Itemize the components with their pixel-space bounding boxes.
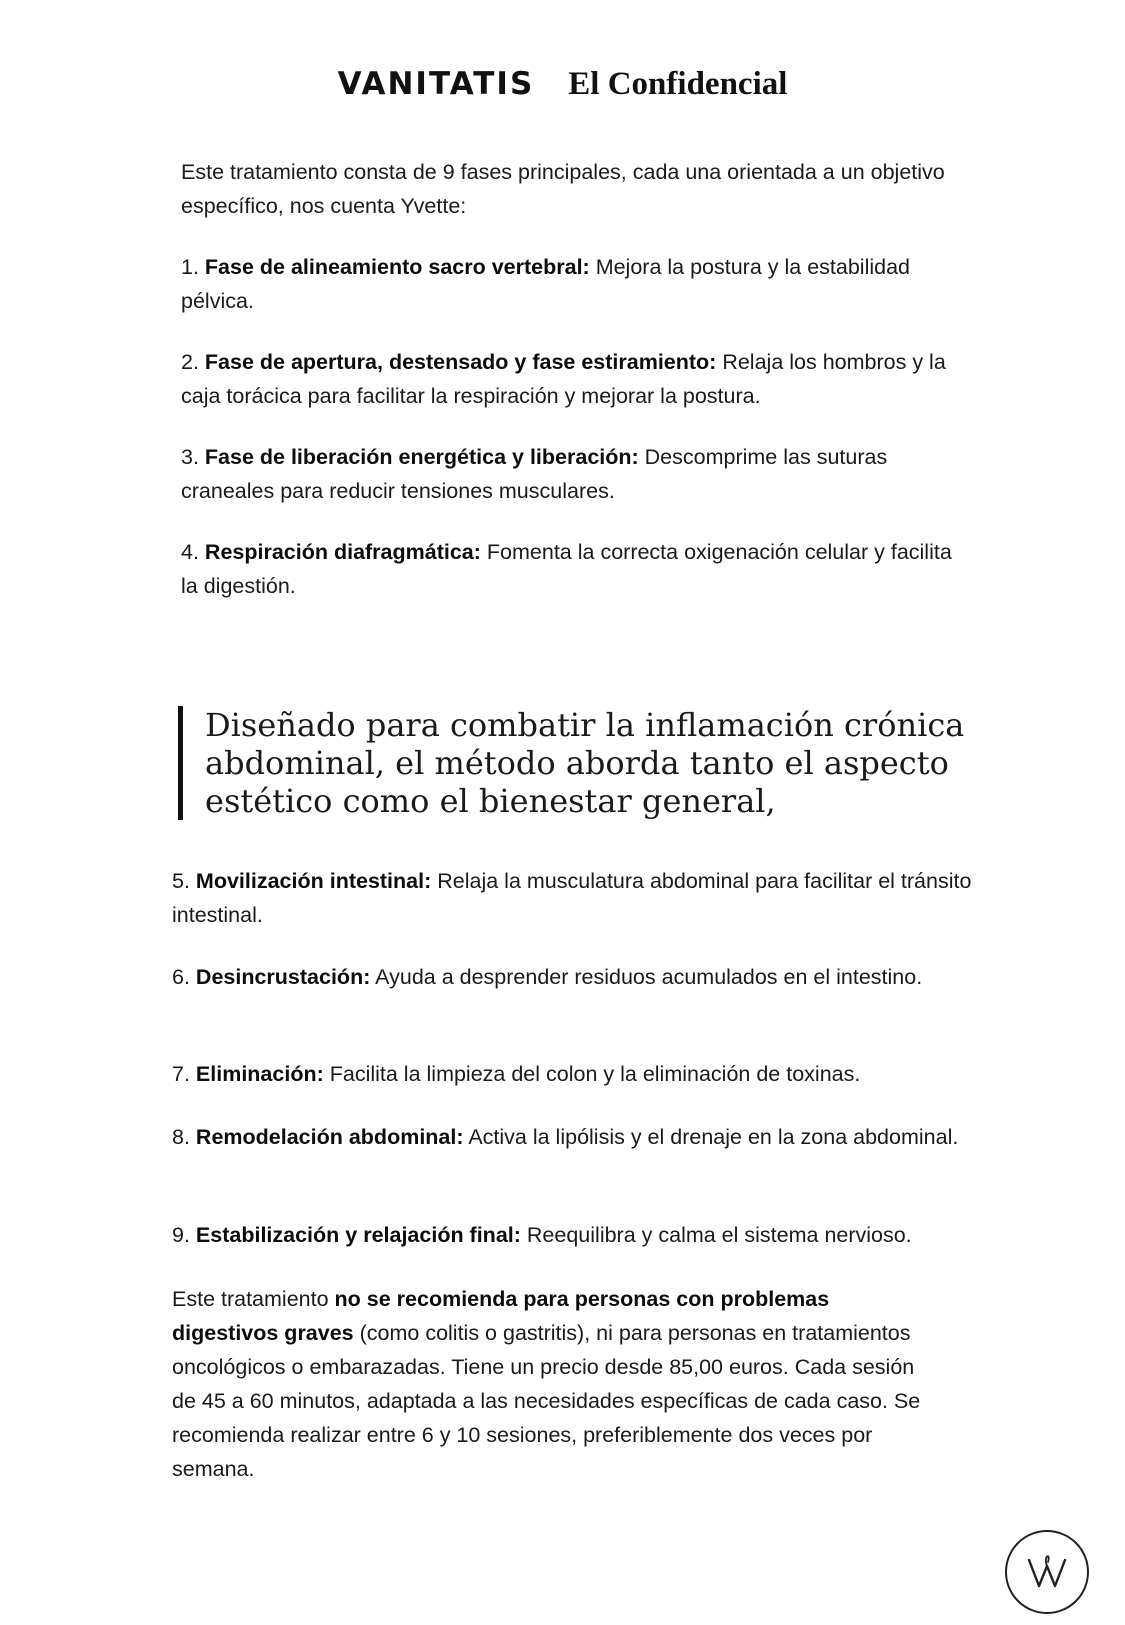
- intro-paragraph: Este tratamiento consta de 9 fases principales, cada una orientada a un objetivo específico, nos cuenta Yvette:: [181, 160, 945, 218]
- phase-number: 8.: [172, 1125, 190, 1149]
- phase-title: Fase de apertura, destensado y fase estiramiento:: [204, 350, 717, 374]
- phase-title: Eliminación:: [195, 1062, 324, 1086]
- pull-quote: Diseñado para combatir la inflamación crónica abdominal, el método aborda tanto el aspecto estético como el bienestar general,: [178, 706, 985, 820]
- vanitatis-seal-logo: [1005, 1530, 1089, 1614]
- phase-text: Relaja los hombros y la caja torácica para facilitar la respiración y mejorar la postura.: [181, 350, 946, 408]
- phase-item-2: [181, 345, 961, 413]
- phase-title: Estabilización y relajación final:: [195, 1223, 521, 1247]
- phase-text: Activa la lipólisis y el drenaje en la zona abdominal.: [468, 1125, 959, 1149]
- phase-text: Relaja la musculatura abdominal para facilitar el tránsito intestinal.: [172, 869, 972, 927]
- phase-item-9: [172, 1218, 972, 1252]
- phase-number: 6.: [172, 965, 190, 989]
- closing-warning-bold: no se recomienda para personas con problemas digestivos graves: [172, 1287, 830, 1345]
- phase-title: Respiración diafragmática:: [204, 540, 481, 564]
- phase-item-4: [181, 535, 961, 603]
- phase-item-6: [172, 960, 972, 994]
- masthead: [0, 66, 1125, 103]
- phase-text: Mejora la postura y la estabilidad pélvica.: [181, 255, 910, 313]
- phase-item-8: [172, 1120, 972, 1154]
- phase-title: Fase de alineamiento sacro vertebral:: [204, 255, 590, 279]
- phase-number: 4.: [181, 540, 199, 564]
- w-monogram-icon: [1017, 1542, 1077, 1602]
- phase-text: Fomenta la correcta oxigenación celular y facilita la digestión.: [181, 540, 952, 598]
- phase-text: Facilita la limpieza del colon y la eliminación de toxinas.: [329, 1062, 861, 1086]
- phase-item-3: [181, 440, 961, 508]
- phase-title: Remodelación abdominal:: [195, 1125, 464, 1149]
- phase-number: 3.: [181, 445, 199, 469]
- phase-title: Desincrustación:: [195, 965, 371, 989]
- phase-item-1: [181, 250, 961, 318]
- el-confidencial-logo[interactable]: El Confidencial: [568, 66, 788, 102]
- phase-title: Fase de liberación energética y liberación:: [204, 445, 639, 469]
- phase-number: 9.: [172, 1223, 190, 1247]
- phase-number: 5.: [172, 869, 190, 893]
- closing-text-start: Este tratamiento: [172, 1287, 335, 1311]
- phase-text: Reequilibra y calma el sistema nervioso.: [526, 1223, 912, 1247]
- phase-number: 7.: [172, 1062, 190, 1086]
- phase-item-7: [172, 1057, 972, 1091]
- closing-text-end: (como colitis o gastritis), ni para personas en tratamientos oncológicos o embarazadas. Tiene un precio desde 85,00 euros. Cada sesión de 45 a 60 minutos, adaptada a las necesidades específicas de cada caso. Se recomienda realizar entre 6 y 10 sesiones, preferiblemente dos veces por semana.: [172, 1321, 921, 1481]
- phase-text: Descomprime las suturas craneales para reducir tensiones musculares.: [181, 445, 888, 503]
- phase-title: Movilización intestinal:: [195, 869, 432, 893]
- phase-text: Ayuda a desprender residuos acumulados en el intestino.: [375, 965, 923, 989]
- closing-paragraph: [172, 1282, 932, 1486]
- phase-number: 2.: [181, 350, 199, 374]
- phase-number: 1.: [181, 255, 199, 279]
- vanitatis-logo[interactable]: VANITATIS: [337, 66, 535, 102]
- phase-item-5: [172, 864, 972, 932]
